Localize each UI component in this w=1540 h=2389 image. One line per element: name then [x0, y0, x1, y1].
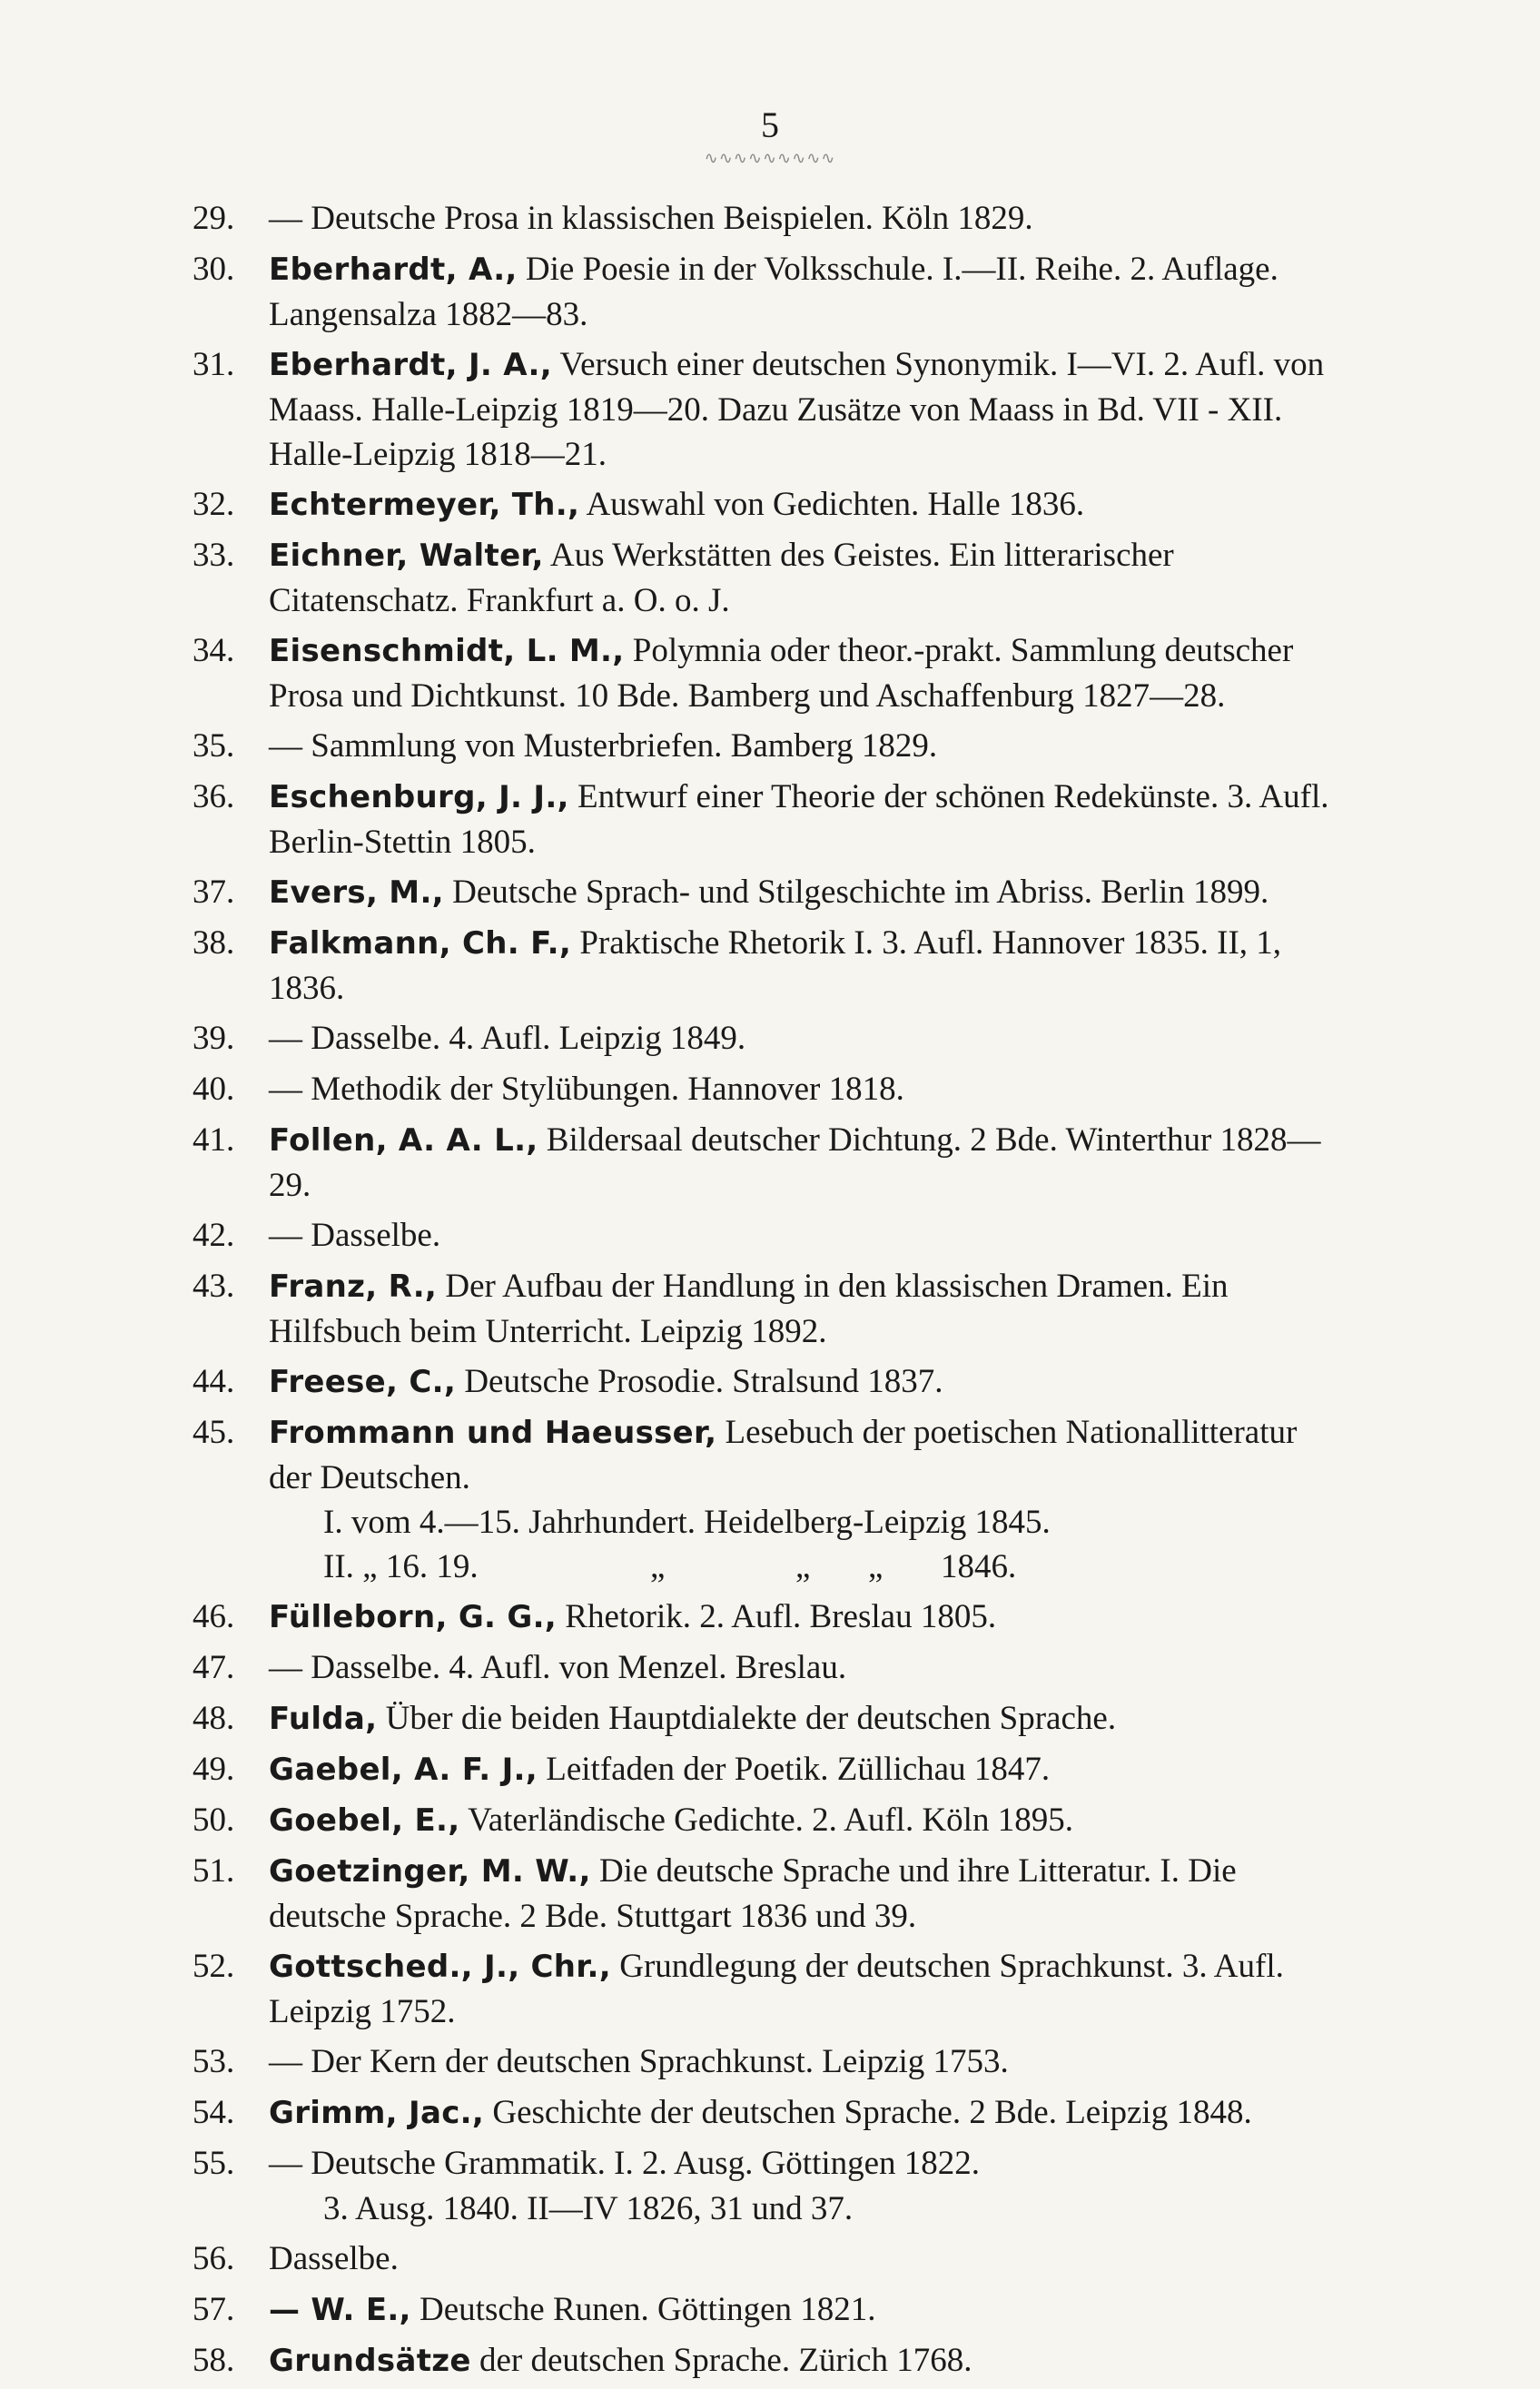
entry-author: Echtermeyer, Th.,	[269, 487, 580, 523]
entry-text: Über die beiden Hauptdialekte der deutschen Sprache.	[377, 1700, 1117, 1737]
entry-text: Entwurf einer Theorie der schönen Redekünste. 3. Aufl. Berlin-Stettin 1805.	[269, 778, 1329, 861]
entry-number: 36.	[192, 778, 235, 815]
entry-number: 45.	[192, 1414, 235, 1451]
bib-entry	[192, 1747, 1338, 1792]
bib-entry	[192, 1645, 1338, 1691]
entry-author: Falkmann, Ch. F.,	[269, 925, 572, 962]
entry-author: Goebel, E.,	[269, 1802, 460, 1839]
entry-text: Vaterländische Gedichte. 2. Aufl. Köln 1895.	[459, 1802, 1073, 1839]
bib-entry	[192, 1067, 1338, 1112]
entry-text: Der Aufbau der Handlung in den klassischen Dramen. Ein Hilfsbuch beim Unterricht. Leipzig 1892.	[269, 1268, 1229, 1350]
entry-body	[269, 921, 1338, 1011]
bib-entry	[192, 1016, 1338, 1061]
entry-body	[269, 628, 1338, 718]
entry-author: Fülleborn, G. G.,	[269, 1599, 558, 1635]
entry-number: 47.	[192, 1649, 235, 1686]
entry-body	[269, 1798, 1338, 1843]
entry-number: 49.	[192, 1751, 235, 1788]
bib-entry	[192, 2236, 1338, 2282]
entry-number: 43.	[192, 1268, 235, 1305]
entry-body	[269, 1264, 1338, 1354]
bib-entry	[192, 1264, 1338, 1354]
entry-number: 52.	[192, 1948, 235, 1985]
entry-subline: I. vom 4.—15. Jahrhundert. Heidelberg-Leipzig 1845.	[323, 1504, 1051, 1541]
bib-entry	[192, 1944, 1338, 2034]
entry-number: 53.	[192, 2043, 235, 2080]
entry-body	[269, 1645, 1338, 1691]
entry-number: 32.	[192, 486, 235, 523]
entry-text: Die Poesie in der Volksschule. I.—II. Reihe. 2. Auflage. Langensalza 1882—83.	[269, 251, 1278, 333]
decorative-rule: ∿∿∿∿∿∿∿∿∿	[704, 149, 836, 167]
entry-author: Eberhardt, A.,	[269, 252, 518, 288]
bib-entry	[192, 1410, 1338, 1589]
entry-number: 44.	[192, 1363, 235, 1400]
entry-body	[269, 342, 1338, 477]
entry-text: Geschichte der deutschen Sprache. 2 Bde. Leipzig 1848.	[484, 2094, 1252, 2131]
entry-text: — Methodik der Stylübungen. Hannover 1818.	[269, 1071, 904, 1108]
entry-number: 34.	[192, 632, 235, 669]
bib-entry	[192, 2090, 1338, 2136]
entry-author: — W. E.,	[269, 2292, 411, 2328]
entry-body	[269, 2141, 1338, 2231]
bib-entry	[192, 1213, 1338, 1259]
entry-author: Gaebel, A. F. J.,	[269, 1752, 538, 1788]
entry-text: — Dasselbe. 4. Aufl. von Menzel. Breslau.	[269, 1649, 847, 1686]
entry-author: Fulda,	[269, 1701, 378, 1737]
bib-entry	[192, 1798, 1338, 1843]
entry-text: — Dasselbe. 4. Aufl. Leipzig 1849.	[269, 1020, 746, 1057]
entry-body	[269, 1594, 1338, 1640]
entry-number: 40.	[192, 1071, 235, 1108]
entry-number: 54.	[192, 2094, 235, 2131]
entry-author: Franz, R.,	[269, 1269, 438, 1305]
bib-entry	[192, 724, 1338, 769]
entry-text: Polymnia oder theor.-prakt. Sammlung deutscher Prosa und Dichtkunst. 10 Bde. Bamberg und Aschaffenburg 1827—28.	[269, 632, 1294, 715]
entry-number: 33.	[192, 537, 235, 574]
entry-number: 58.	[192, 2342, 235, 2379]
entry-body	[269, 1016, 1338, 1061]
entry-body	[269, 1944, 1338, 2034]
entry-author: Frommann und Haeusser,	[269, 1415, 717, 1451]
entry-author: Goetzinger, M. W.,	[269, 1853, 591, 1890]
ditto-year: 1846.	[941, 1548, 1017, 1585]
entry-number: 55.	[192, 2145, 235, 2182]
bib-entry	[192, 2338, 1338, 2384]
bib-entry	[192, 2039, 1338, 2085]
entry-number: 50.	[192, 1802, 235, 1839]
entry-body	[269, 2090, 1338, 2136]
bib-entry	[192, 247, 1338, 337]
entry-body	[269, 2287, 1338, 2333]
entry-number: 29.	[192, 200, 235, 237]
entry-body	[269, 1213, 1338, 1259]
entry-text: der deutschen Sprache. Zürich 1768.	[470, 2342, 972, 2379]
entry-body	[269, 870, 1338, 915]
entry-text: Grundlegung der deutschen Sprachkunst. 3. Aufl. Leipzig 1752.	[269, 1948, 1284, 2030]
entry-number: 56.	[192, 2240, 235, 2277]
entry-subline-ditto	[269, 1545, 1338, 1589]
bib-entry	[192, 482, 1338, 528]
bib-entry	[192, 196, 1338, 242]
bib-entry	[192, 1359, 1338, 1405]
entry-number: 38.	[192, 924, 235, 962]
entry-body	[269, 1067, 1338, 1112]
entry-body	[269, 482, 1338, 528]
bib-entry	[192, 1696, 1338, 1742]
entry-text: — Der Kern der deutschen Sprachkunst. Leipzig 1753.	[269, 2043, 1009, 2080]
entry-number: 41.	[192, 1121, 235, 1159]
bib-entry	[192, 1118, 1338, 1208]
entry-text: Auswahl von Gedichten. Halle 1836.	[579, 486, 1085, 523]
ditto-mark: „	[650, 1548, 666, 1585]
entry-body	[269, 1118, 1338, 1208]
bib-entry	[192, 2287, 1338, 2333]
entry-author: Eberhardt, J. A.,	[269, 347, 552, 383]
entry-text: Die deutsche Sprache und ihre Litteratur. I. Die deutsche Sprache. 2 Bde. Stuttgart 1836 und 39.	[269, 1852, 1237, 1935]
entry-author: Grundsätze	[269, 2343, 471, 2379]
bib-entry	[192, 628, 1338, 718]
entry-body	[269, 2338, 1338, 2384]
entry-text: Versuch einer deutschen Synonymik. I—VI. 2. Aufl. von Maass. Halle-Leipzig 1819—20. Dazu Zusätze von Maass in Bd. VII - XII. Halle-Leipzig 1818—21.	[269, 346, 1325, 473]
ditto-mark: „	[868, 1548, 884, 1585]
entry-author: Evers, M.,	[269, 874, 444, 911]
entry-author: Follen, A. A. L.,	[269, 1122, 538, 1159]
bib-entry	[192, 1849, 1338, 1939]
entry-text: — Deutsche Prosa in klassischen Beispielen. Köln 1829.	[269, 200, 1033, 237]
entry-text: Bildersaal deutscher Dichtung. 2 Bde. Winterthur 1828—29.	[269, 1121, 1321, 1204]
entry-body	[269, 1849, 1338, 1939]
entry-number: 46.	[192, 1598, 235, 1635]
entry-text: — Deutsche Grammatik. I. 2. Ausg. Göttingen 1822.	[269, 2145, 981, 2182]
entry-text: Aus Werkstätten des Geistes. Ein litterarischer Citatenschatz. Frankfurt a. O. o. J.	[269, 537, 1174, 619]
entry-author: Gottsched., J., Chr.,	[269, 1949, 611, 1985]
entry-body	[269, 724, 1338, 769]
entry-author: Eichner, Walter,	[269, 538, 544, 574]
entry-text: Praktische Rhetorik I. 3. Aufl. Hannover 1835. II, 1, 1836.	[269, 924, 1282, 1007]
entry-text: — Sammlung von Musterbriefen. Bamberg 1829.	[269, 727, 938, 765]
entry-subline: 3. Ausg. 1840. II—IV 1826, 31 und 37.	[323, 2190, 854, 2227]
entry-body	[269, 247, 1338, 337]
bibliography-list	[192, 196, 1338, 2389]
bib-entry	[192, 921, 1338, 1011]
entry-text: Deutsche Runen. Göttingen 1821.	[410, 2291, 876, 2328]
entry-number: 42.	[192, 1217, 235, 1254]
page-number: 5	[761, 104, 779, 145]
entry-body	[269, 1359, 1338, 1405]
bib-entry	[192, 342, 1338, 477]
ditto-mark: „	[795, 1548, 811, 1585]
entry-number: 51.	[192, 1852, 235, 1890]
entry-text: Rhetorik. 2. Aufl. Breslau 1805.	[557, 1598, 997, 1635]
entry-number: 57.	[192, 2291, 235, 2328]
entry-body	[269, 2039, 1338, 2085]
bib-entry	[192, 870, 1338, 915]
bib-entry	[192, 1594, 1338, 1640]
ditto-part: II. „ 16. 19.	[323, 1548, 479, 1585]
entry-number: 37.	[192, 874, 235, 911]
entry-body	[269, 533, 1338, 623]
entry-number: 39.	[192, 1020, 235, 1057]
bib-entry	[192, 775, 1338, 864]
entry-body	[269, 1747, 1338, 1792]
entry-text: Lesebuch der poetischen Nationallitteratur der Deutschen.	[269, 1414, 1298, 1496]
entry-body	[269, 775, 1338, 864]
entry-text: — Dasselbe.	[269, 1217, 441, 1254]
entry-text: Deutsche Sprach- und Stilgeschichte im Abriss. Berlin 1899.	[443, 874, 1269, 911]
entry-number: 30.	[192, 251, 235, 288]
entry-text: Leitfaden der Poetik. Züllichau 1847.	[537, 1751, 1051, 1788]
entry-author: Grimm, Jac.,	[269, 2095, 485, 2131]
entry-number: 35.	[192, 727, 235, 765]
entry-body	[269, 1410, 1338, 1589]
entry-author: Eschenburg, J. J.,	[269, 779, 569, 815]
entry-number: 48.	[192, 1700, 235, 1737]
entry-body	[269, 2236, 1338, 2282]
entry-text: Deutsche Prosodie. Stralsund 1837.	[456, 1363, 943, 1400]
entry-text: Dasselbe.	[269, 2240, 399, 2277]
bib-entry	[192, 2141, 1338, 2231]
entry-number: 31.	[192, 346, 235, 383]
bib-entry	[192, 533, 1338, 623]
entry-author: Freese, C.,	[269, 1364, 457, 1400]
entry-body	[269, 1696, 1338, 1742]
entry-body	[269, 196, 1338, 242]
entry-author: Eisenschmidt, L. M.,	[269, 633, 625, 669]
